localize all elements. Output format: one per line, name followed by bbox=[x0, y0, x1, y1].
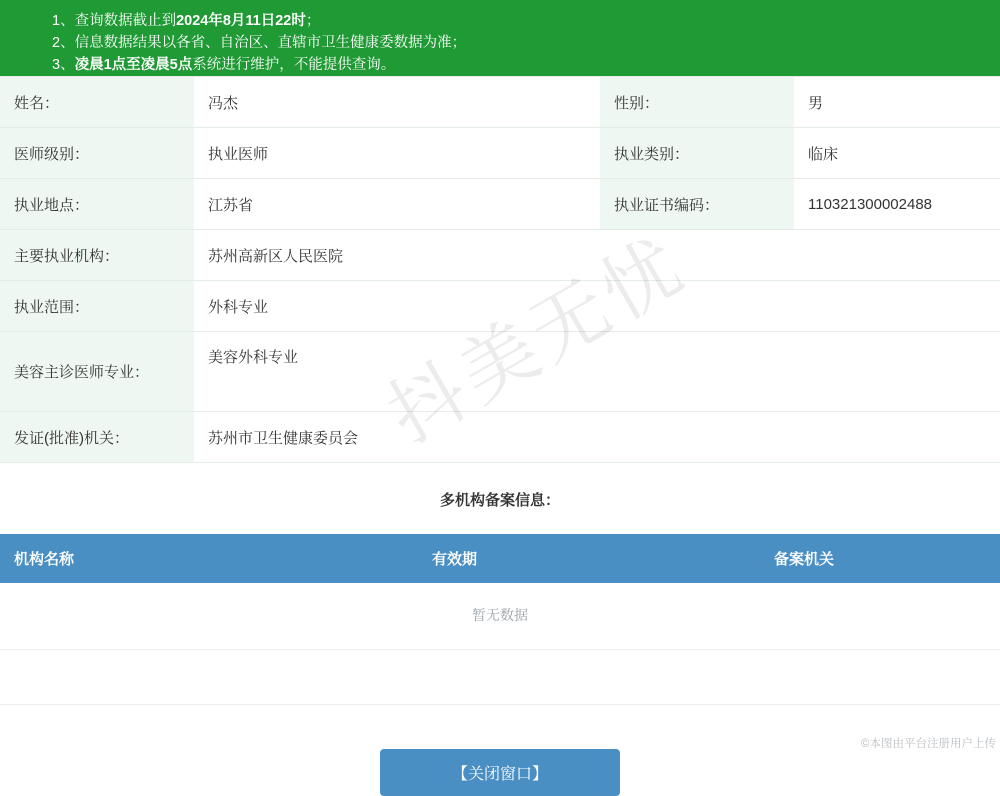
notice-banner bbox=[0, 0, 1000, 76]
table-row bbox=[0, 412, 1000, 463]
close-window-button[interactable]: 【关闭窗口】 bbox=[380, 749, 620, 796]
corner-watermark: ©本图由平台注册用户上传 bbox=[861, 738, 996, 750]
notice-text-1-bold: 2024年8月11日22时 bbox=[176, 13, 306, 29]
info-label-name: 姓名： bbox=[0, 77, 194, 128]
info-value-practice-scope: 外科专业 bbox=[194, 281, 1000, 332]
info-label-main-institution: 主要执业机构： bbox=[0, 230, 194, 281]
notice-text-2-pre: 信息数据结果以各省、自治区、直辖市卫生健康委数据为准； bbox=[74, 35, 467, 51]
table-row bbox=[0, 128, 1000, 179]
records-header-institution-name: 机构名称 bbox=[0, 534, 418, 583]
info-label-doctor-level: 医师级别： bbox=[0, 128, 194, 179]
records-header-validity: 有效期 bbox=[418, 534, 760, 583]
section-title-multi-institution: 多机构备案信息： bbox=[0, 463, 1000, 534]
info-label-practice-scope: 执业范围： bbox=[0, 281, 194, 332]
notice-text-3-post: 系统进行维护，不能提供查询。 bbox=[192, 57, 396, 73]
records-empty-row bbox=[0, 583, 1000, 650]
notice-line-2 bbox=[0, 32, 1000, 54]
table-row bbox=[0, 179, 1000, 230]
info-label-practice-location: 执业地点： bbox=[0, 179, 194, 230]
info-label-cosmetic-specialty: 美容主诊医师专业： bbox=[0, 332, 194, 412]
doctor-info-table bbox=[0, 76, 1000, 463]
table-row bbox=[0, 332, 1000, 412]
notice-line-3 bbox=[0, 54, 1000, 76]
info-label-license-number: 执业证书编码： bbox=[600, 179, 794, 230]
info-label-gender: 性别： bbox=[600, 77, 794, 128]
notice-number-3: 3、 bbox=[52, 57, 75, 73]
info-value-cosmetic-specialty: 美容外科专业 bbox=[194, 332, 1000, 412]
info-value-practice-location: 江苏省 bbox=[194, 179, 600, 230]
table-row bbox=[0, 77, 1000, 128]
info-label-issuing-authority: 发证(批准)机关： bbox=[0, 412, 194, 463]
info-value-gender: 男 bbox=[794, 77, 1000, 128]
notice-number-1: 1、 bbox=[52, 13, 75, 29]
info-label-practice-category: 执业类别： bbox=[600, 128, 794, 179]
notice-text-1-pre: 查询数据截止到 bbox=[74, 13, 177, 29]
notice-text-3-bold: 凌晨1点至凌晨5点 bbox=[74, 57, 193, 73]
table-row bbox=[0, 230, 1000, 281]
notice-text-1-post: ； bbox=[305, 13, 321, 29]
info-value-practice-category: 临床 bbox=[794, 128, 1000, 179]
records-header-row bbox=[0, 534, 1000, 583]
multi-institution-records-table bbox=[0, 534, 1000, 705]
info-value-name: 冯杰 bbox=[194, 77, 600, 128]
info-value-license-number: 110321300002488 bbox=[794, 179, 1000, 230]
info-value-doctor-level: 执业医师 bbox=[194, 128, 600, 179]
info-value-issuing-authority: 苏州市卫生健康委员会 bbox=[194, 412, 1000, 463]
info-value-main-institution: 苏州高新区人民医院 bbox=[194, 230, 1000, 281]
notice-line-1 bbox=[0, 10, 1000, 32]
records-empty-text: 暂无数据 bbox=[0, 583, 1000, 650]
notice-number-2: 2、 bbox=[52, 35, 75, 51]
footer-area bbox=[0, 705, 1000, 796]
table-row bbox=[0, 281, 1000, 332]
records-blank-row bbox=[0, 650, 1000, 705]
records-header-filing-authority: 备案机关 bbox=[760, 534, 1000, 583]
records-blank-cell bbox=[0, 650, 1000, 705]
